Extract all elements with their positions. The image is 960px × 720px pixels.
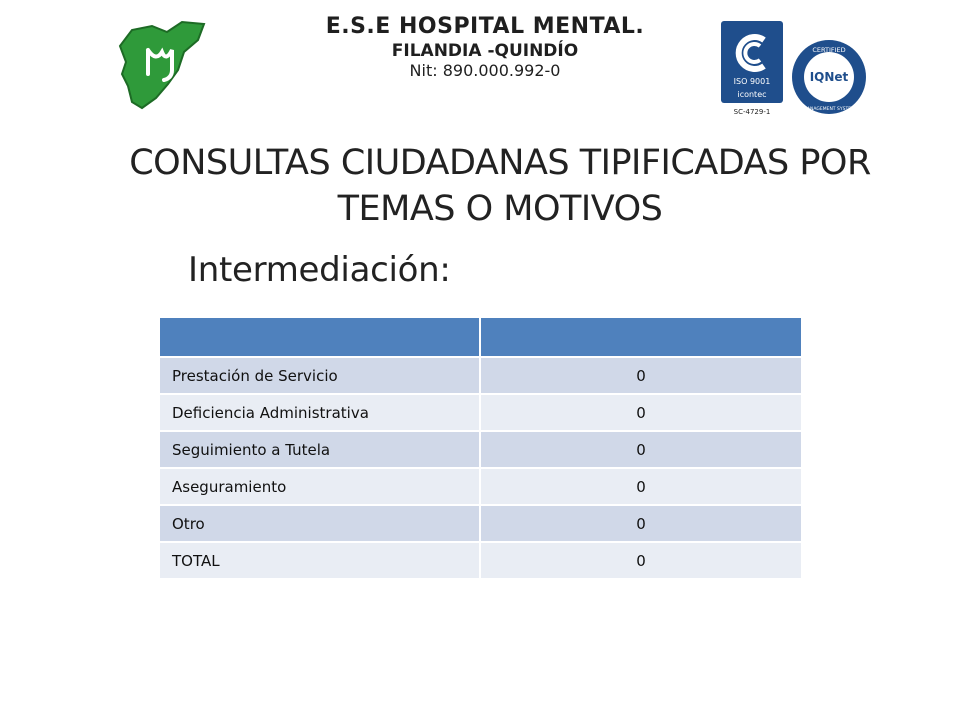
table-header-row (159, 317, 802, 357)
iqnet-bottom-text: MANAGEMENT SYSTEM (803, 107, 855, 112)
iso-code: SC-4729-1 (733, 108, 771, 116)
row-label: Otro (159, 505, 480, 542)
row-value: 0 (480, 542, 802, 579)
org-name: E.S.E HOSPITAL MENTAL. (325, 14, 645, 39)
row-label: Deficiencia Administrativa (159, 394, 480, 431)
table-header-cell (480, 317, 802, 357)
iqnet-top-text: CERTIFIED (812, 46, 846, 54)
section-subtitle: Intermediación: (188, 250, 451, 290)
iso-label: ISO 9001 (733, 77, 771, 86)
row-label: Aseguramiento (159, 468, 480, 505)
iqnet-name: IQNet (809, 70, 849, 84)
header-text-block (300, 14, 670, 80)
org-location: FILANDIA -QUINDÍO (391, 41, 579, 61)
table-row (159, 394, 802, 431)
table-row (159, 357, 802, 394)
row-label: Prestación de Servicio (159, 357, 480, 394)
page-title: CONSULTAS CIUDADANAS TIPIFICADAS POR TEMAS O MOTIVOS (129, 143, 871, 229)
motives-table (158, 316, 803, 580)
quindio-map-logo-icon (112, 18, 212, 113)
table-row (159, 505, 802, 542)
row-value: 0 (480, 431, 802, 468)
table-row (159, 468, 802, 505)
org-nit: Nit: 890.000.992-0 (409, 61, 561, 80)
iso-9001-icontec-icon (720, 20, 784, 118)
row-label: Seguimiento a Tutela (159, 431, 480, 468)
iso-brand: icontec (737, 90, 767, 99)
row-value: 0 (480, 468, 802, 505)
table-row-total (159, 542, 802, 579)
row-value: 0 (480, 357, 802, 394)
iqnet-certified-icon (790, 38, 868, 116)
row-value: 0 (480, 394, 802, 431)
row-label: TOTAL (159, 542, 480, 579)
table-header-cell (159, 317, 480, 357)
table-row (159, 431, 802, 468)
row-value: 0 (480, 505, 802, 542)
